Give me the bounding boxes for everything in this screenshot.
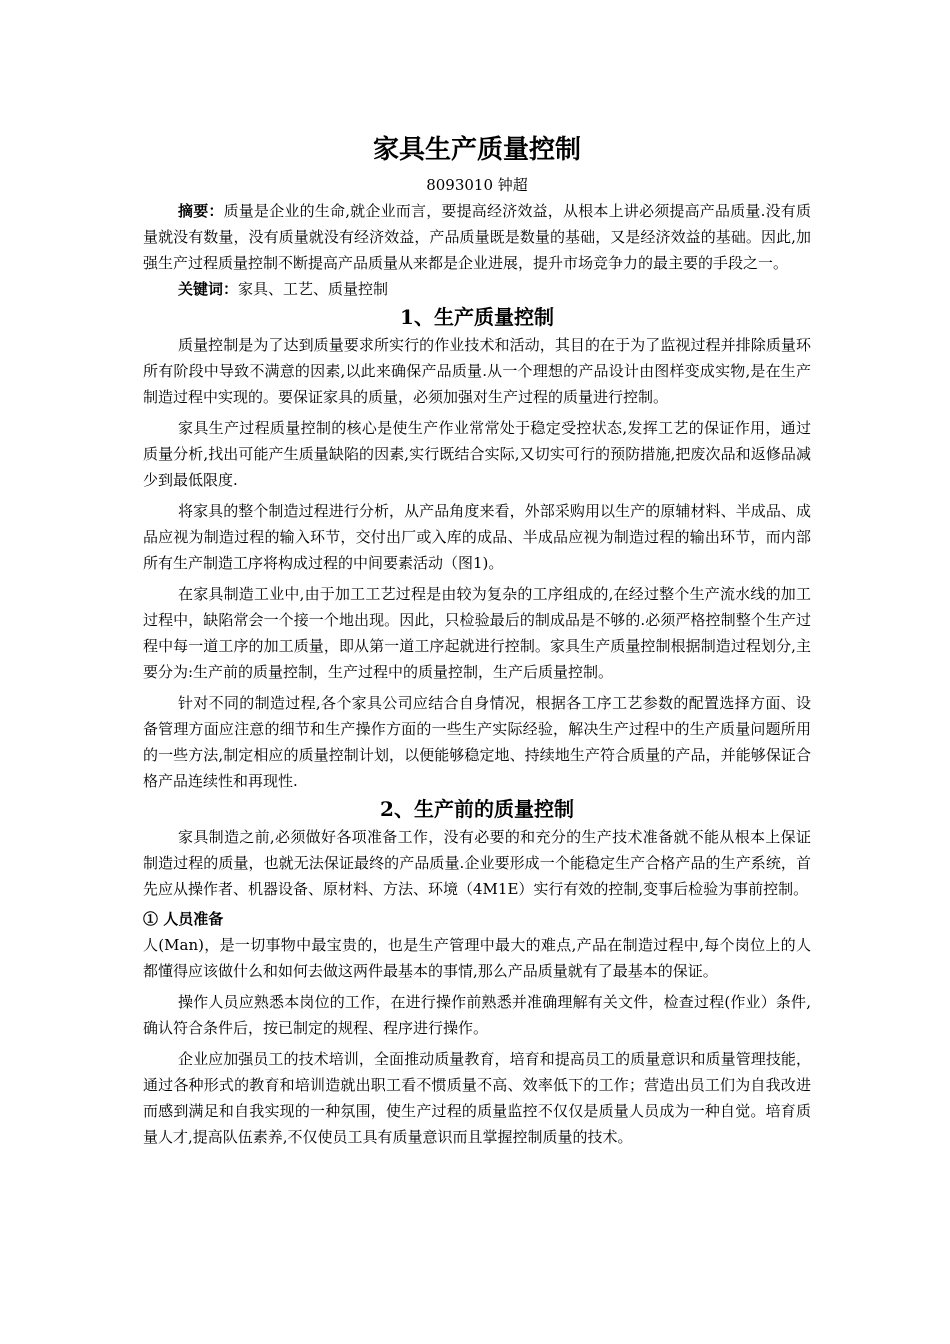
abstract-label: 摘要： [178, 202, 224, 220]
section2-paragraph: 企业应加强员工的技术培训，全面推动质量教育，培育和提高员工的质量意识和质量管理技能，通过各种形式的教育和培训造就出职工看不惯质量不高、效率低下的工作；营造出员工们为自我改进而感到满足和自我实现的一种氛围，使生产过程的质量监控不仅仅是质量人员成为一种自觉。培育质量人才,提高队伍素养,不仅使员工具有质量意识而且掌握控制质量的技术。 [143, 1050, 811, 1146]
section2-paragraph: 操作人员应熟悉本岗位的工作，在进行操作前熟悉并准确理解有关文件，检查过程(作业）条件,确认符合条件后，按已制定的规程、程序进行操作。 [143, 993, 811, 1037]
section1-paragraph: 家具生产过程质量控制的核心是使生产作业常常处于稳定受控状态,发挥工艺的保证作用，通过质量分析,找出可能产生质量缺陷的因素,实行既结合实际,又切实可行的预防措施,把废次品和返修品减少到最低限度. [143, 419, 811, 489]
section2-intro: 家具制造之前,必须做好各项准备工作，没有必要的和充分的生产技术准备就不能从根本上保证制造过程的质量，也就无法保证最终的产品质量.企业要形成一个能稳定生产合格产品的生产系统，首先应从操作者、机器设备、原材料、方法、环境（4M1E）实行有效的控制,变事后检验为事前控制。 [143, 828, 811, 898]
section1-paragraph: 质量控制是为了达到质量要求所实行的作业技术和活动，其目的在于为了监视过程并排除质量环所有阶段中导致不满意的因素,以此来确保产品质量.从一个理想的产品设计由图样变成实物,是在生产制造过程中实现的。要保证家具的质量，必须加强对生产过程的质量进行控制。 [143, 336, 811, 406]
section-heading-2: 2、生产前的质量控制 [380, 797, 574, 821]
section1-paragraph: 针对不同的制造过程,各个家具公司应结合自身情况，根据各工序工艺参数的配置选择方面、设备管理方面应注意的细节和生产操作方面的一些生产实际经验，解决生产过程中的生产质量问题所用的一些方法,制定相应的质量控制计划，以便能够稳定地、持续地生产符合质量的产品，并能够保证合格产品连续性和再现性. [143, 694, 811, 790]
keywords-text: 家具、工艺、质量控制 [238, 280, 389, 298]
keywords-paragraph [143, 276, 811, 302]
abstract-text: 质量是企业的生命,就企业而言，要提高经济效益，从根本上讲必须提高产品质量.没有质量就没有数量，没有质量就没有经济效益，产品质量既是数量的基础，又是经济效益的基础。因此,加强生产过程质量控制不断提高产品质量从来都是企业进展，提升市场竞争力的最主要的手段之一。 [143, 202, 811, 272]
document-title: 家具生产质量控制 [372, 135, 581, 165]
section1-paragraph: 将家具的整个制造过程进行分析，从产品角度来看，外部采购用以生产的原辅材料、半成品、成品应视为制造过程的输入环节，交付出厂或入库的成品、半成品应视为制造过程的输出环节，而内部所有生产制造工序将构成过程的中间要素活动（图1)。 [143, 502, 811, 572]
abstract-paragraph [143, 198, 811, 276]
section2-paragraph: 人(Man)，是一切事物中最宝贵的，也是生产管理中最大的难点,产品在制造过程中,每个岗位上的人都懂得应该做什么和如何去做这两件最基本的事情,那么产品质量就有了最基本的保证。 [143, 936, 811, 980]
section1-paragraph: 在家具制造工业中,由于加工工艺过程是由较为复杂的工序组成的,在经过整个生产流水线的加工过程中，缺陷常会一个接一个地出现。因此，只检验最后的制成品是不够的.必须严格控制整个生产过程中每一道工序的加工质量，即从第一道工序起就进行控制。家具生产质量控制根据制造过程划分,主要分为:生产前的质量控制，生产过程中的质量控制，生产后质量控制。 [143, 585, 811, 681]
subsection-heading-personnel: ① 人员准备 [143, 910, 224, 928]
section-heading-1: 1、生产质量控制 [400, 305, 554, 329]
document-author: 8093010 钟超 [426, 176, 528, 194]
document-body [143, 128, 811, 1150]
keywords-label: 关键词： [178, 280, 239, 298]
